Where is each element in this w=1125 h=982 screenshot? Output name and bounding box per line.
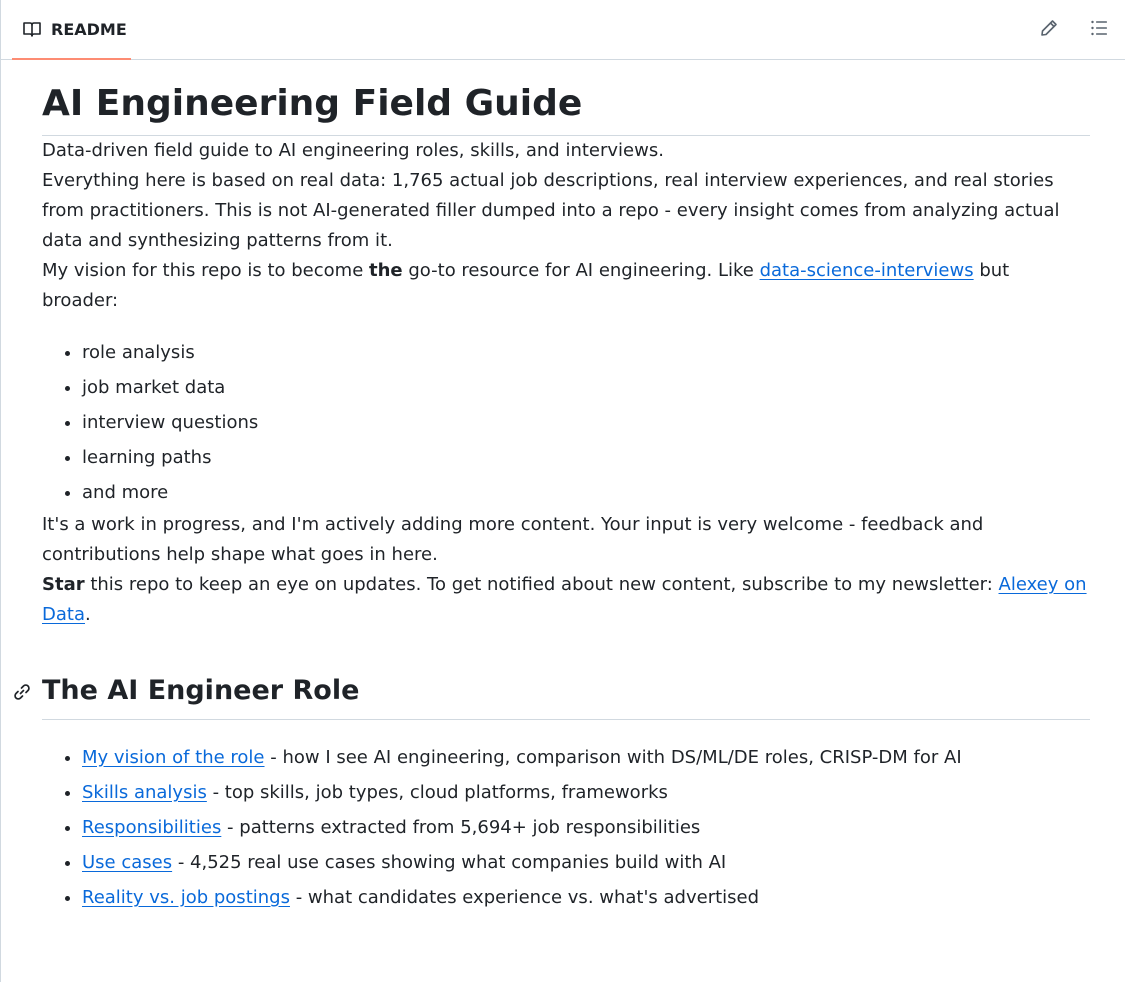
progress-paragraph: It's a work in progress, and I'm actively adding more content. Your input is very welcome - feedback and contributions help shape what goes in here. <box>42 514 984 565</box>
vision-text-middle: go-to resource for AI engineering. Like <box>402 260 760 281</box>
data-paragraph: Everything here is based on real data: 1,765 actual job descriptions, real interview experiences, and real stories from practitioners. This is not AI-generated filler dumped into a repo - every insight comes from analyzing actual data and synthesizing patterns from it. <box>42 170 1060 251</box>
intro-paragraph: Data-driven field guide to AI engineering roles, skills, and interviews. <box>42 140 664 161</box>
list-item <box>82 845 1090 880</box>
star-text: this repo to keep an eye on updates. To get notified about new content, subscribe to my newsletter: <box>84 574 999 595</box>
role-list <box>42 740 1090 915</box>
book-icon <box>22 19 42 39</box>
list-item: • job market data <box>82 370 1090 405</box>
list-item: • interview questions <box>82 405 1090 440</box>
list-item <box>82 775 1090 810</box>
list-item <box>82 810 1090 845</box>
item-description: - how I see AI engineering, comparison with DS/ML/DE roles, CRISP-DM for AI <box>264 747 962 768</box>
list-item: • and more <box>82 475 1090 510</box>
use-cases-link[interactable]: Use cases <box>82 852 173 873</box>
item-description: - top skills, job types, cloud platforms, frameworks <box>206 782 668 803</box>
list-icon <box>1089 18 1109 42</box>
link-icon[interactable] <box>11 681 33 703</box>
reality-vs-postings-link[interactable]: Reality vs. job postings <box>82 887 290 908</box>
pencil-icon <box>1039 18 1059 42</box>
vision-list <box>42 335 1090 510</box>
list-item: • role analysis <box>82 335 1090 370</box>
vision-paragraph <box>42 256 1090 316</box>
role-vision-link[interactable]: My vision of the role <box>82 747 265 768</box>
edit-file-button[interactable] <box>1035 16 1063 44</box>
responsibilities-link[interactable]: Responsibilities <box>82 817 222 838</box>
star-end: . <box>84 604 91 625</box>
readme-tab-label: README <box>51 19 127 39</box>
item-description: - 4,525 real use cases showing what companies build with AI <box>172 852 727 873</box>
newsletter-link[interactable]: Alexey on Data <box>42 574 1087 625</box>
readme-tab[interactable] <box>12 0 131 60</box>
vision-text-end: but broader: <box>42 260 1010 311</box>
item-description: - patterns extracted from 5,694+ job responsibilities <box>221 817 701 838</box>
readme-header <box>1 0 1125 60</box>
section-heading <box>42 671 1090 720</box>
list-item: • learning paths <box>82 440 1090 475</box>
vision-bold: the <box>369 260 403 281</box>
skills-analysis-link[interactable]: Skills analysis <box>82 782 207 803</box>
data-science-interviews-link[interactable]: data-science-interviews <box>759 260 974 281</box>
outline-button[interactable] <box>1085 16 1113 44</box>
star-bold: Star <box>42 574 85 595</box>
page-title: AI Engineering Field Guide <box>42 60 1090 136</box>
list-item <box>82 740 1090 775</box>
section-heading-text: The AI Engineer Role <box>42 675 360 706</box>
readme-content <box>42 60 1090 915</box>
item-description: - what candidates experience vs. what's advertised <box>289 887 760 908</box>
star-paragraph <box>42 570 1090 630</box>
vision-text-start: My vision for this repo is to become <box>42 260 369 281</box>
list-item <box>82 880 1090 915</box>
